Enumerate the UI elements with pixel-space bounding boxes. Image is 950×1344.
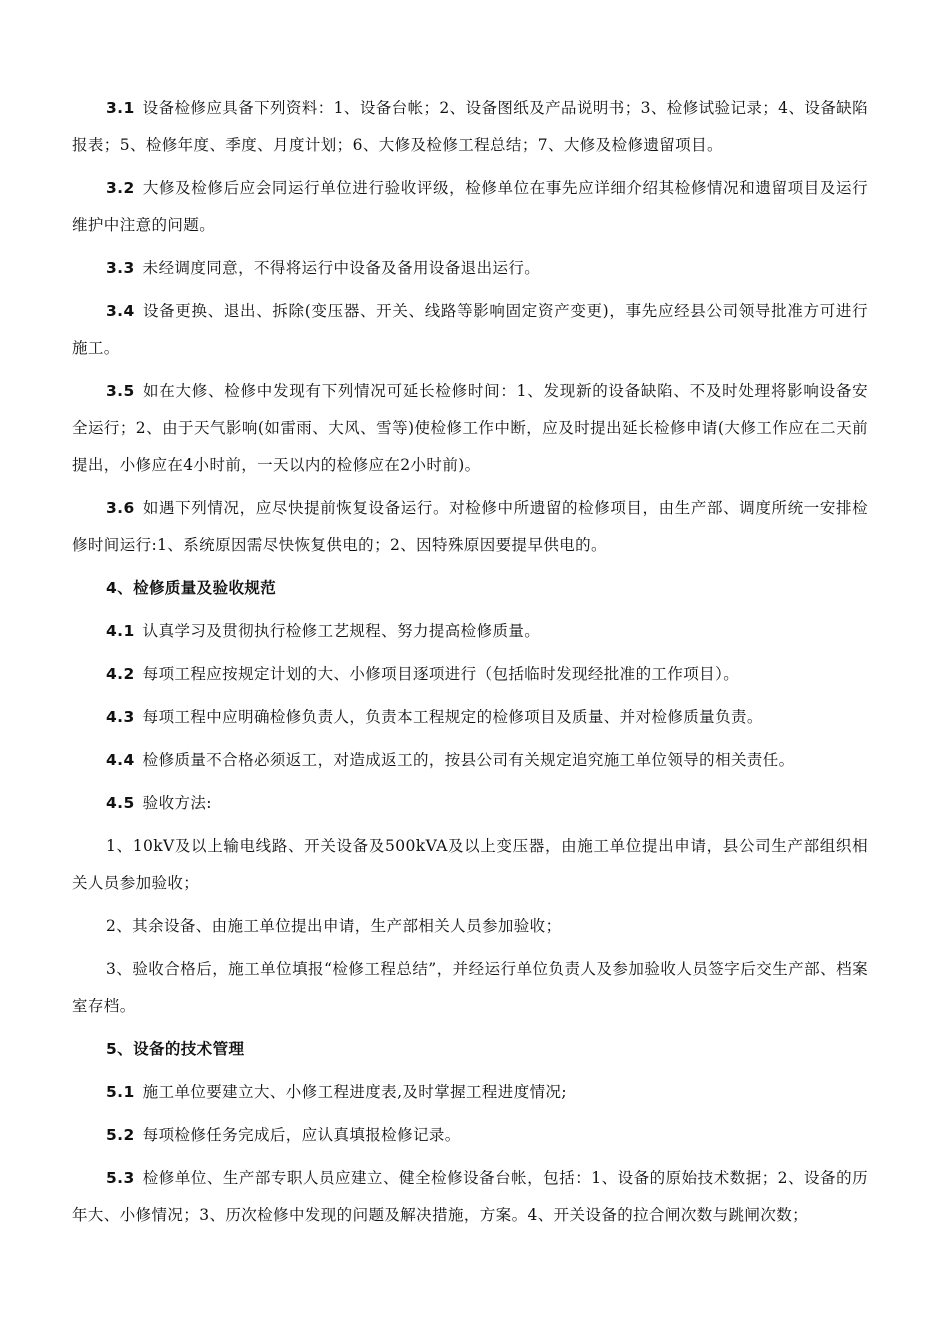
clause-number: 3.3 bbox=[106, 259, 135, 277]
clause-number: 3.2 bbox=[106, 179, 135, 197]
clause-text: 大修及检修后应会同运行单位进行验收评级，检修单位在事先应详细介绍其检修情况和遗留项目及运行维护中注意的问题。 bbox=[72, 179, 868, 234]
section-heading-5: 5、设备的技术管理 bbox=[106, 1040, 245, 1058]
clause-text: 检修质量不合格必须返工，对造成返工的，按县公司有关规定追究施工单位领导的相关责任。 bbox=[142, 751, 795, 769]
clause-text: 检修单位、生产部专职人员应建立、健全检修设备台帐，包括：1、设备的原始技术数据；2、设备的历年大、小修情况；3、历次检修中发现的问题及解决措施，方案。4、开关设备的拉合闸次数与跳闸次数； bbox=[72, 1169, 868, 1224]
paragraph-4-1 bbox=[72, 613, 868, 650]
clause-number: 4.4 bbox=[106, 751, 135, 769]
clause-text: 每项工程应按规定计划的大、小修项目逐项进行（包括临时发现经批准的工作项目）。 bbox=[142, 665, 740, 683]
clause-text: 施工单位要建立大、小修工程进度表,及时掌握工程进度情况; bbox=[142, 1083, 568, 1101]
clause-number: 4.2 bbox=[106, 665, 135, 683]
clause-number: 5.2 bbox=[106, 1126, 135, 1144]
paragraph-5-1 bbox=[72, 1074, 868, 1111]
document-page bbox=[72, 90, 868, 1240]
section-heading-4: 4、检修质量及验收规范 bbox=[106, 579, 277, 597]
clause-number: 4.3 bbox=[106, 708, 135, 726]
clause-text: 未经调度同意，不得将运行中设备及备用设备退出运行。 bbox=[142, 259, 541, 277]
acceptance-item-1: 1、10kV及以上输电线路、开关设备及500kVA及以上变压器，由施工单位提出申请，县公司生产部组织相关人员参加验收； bbox=[72, 837, 868, 892]
paragraph-4-4 bbox=[72, 742, 868, 779]
paragraph-3-2 bbox=[72, 170, 868, 244]
paragraph-4-2 bbox=[72, 656, 868, 693]
clause-text: 每项检修任务完成后，应认真填报检修记录。 bbox=[142, 1126, 461, 1144]
clause-number: 3.4 bbox=[106, 302, 135, 320]
clause-number: 3.5 bbox=[106, 382, 135, 400]
paragraph-5-2 bbox=[72, 1117, 868, 1154]
clause-number: 5.3 bbox=[106, 1169, 135, 1187]
paragraph-3-4 bbox=[72, 293, 868, 367]
clause-text: 设备更换、退出、拆除(变压器、开关、线路等影响固定资产变更)，事先应经县公司领导批准方可进行施工。 bbox=[72, 302, 868, 357]
clause-text: 每项工程中应明确检修负责人，负责本工程规定的检修项目及质量、并对检修质量负责。 bbox=[142, 708, 763, 726]
clause-text: 验收方法: bbox=[142, 794, 212, 812]
paragraph-4-5 bbox=[72, 785, 868, 822]
paragraph-3-6 bbox=[72, 490, 868, 564]
clause-text: 设备检修应具备下列资料：1、设备台帐；2、设备图纸及产品说明书；3、检修试验记录；4、设备缺陷报表；5、检修年度、季度、月度计划；6、大修及检修工程总结；7、大修及检修遗留项目。 bbox=[72, 99, 868, 154]
paragraph-3-1 bbox=[72, 90, 868, 164]
clause-number: 4.5 bbox=[106, 794, 135, 812]
paragraph-5-3 bbox=[72, 1160, 868, 1234]
acceptance-item-2: 2、其余设备、由施工单位提出申请，生产部相关人员参加验收； bbox=[106, 917, 562, 935]
clause-text: 如在大修、检修中发现有下列情况可延长检修时间：1、发现新的设备缺陷、不及时处理将影响设备安全运行；2、由于天气影响(如雷雨、大风、雪等)使检修工作中断，应及时提出延长检修申请(大修工作应在二天前提出，小修应在4小时前，一天以内的检修应在2小时前)。 bbox=[72, 382, 868, 474]
clause-number: 5.1 bbox=[106, 1083, 135, 1101]
paragraph-3-5 bbox=[72, 373, 868, 484]
clause-text: 如遇下列情况，应尽快提前恢复设备运行。对检修中所遗留的检修项目，由生产部、调度所统一安排检修时间运行:1、系统原因需尽快恢复供电的；2、因特殊原因要提早供电的。 bbox=[72, 499, 868, 554]
paragraph-4-3 bbox=[72, 699, 868, 736]
clause-number: 3.6 bbox=[106, 499, 135, 517]
clause-number: 3.1 bbox=[106, 99, 135, 117]
paragraph-3-3 bbox=[72, 250, 868, 287]
acceptance-item-3: 3、验收合格后，施工单位填报“检修工程总结”，并经运行单位负责人及参加验收人员签字后交生产部、档案室存档。 bbox=[72, 960, 868, 1015]
clause-text: 认真学习及贯彻执行检修工艺规程、努力提高检修质量。 bbox=[142, 622, 541, 640]
clause-number: 4.1 bbox=[106, 622, 135, 640]
